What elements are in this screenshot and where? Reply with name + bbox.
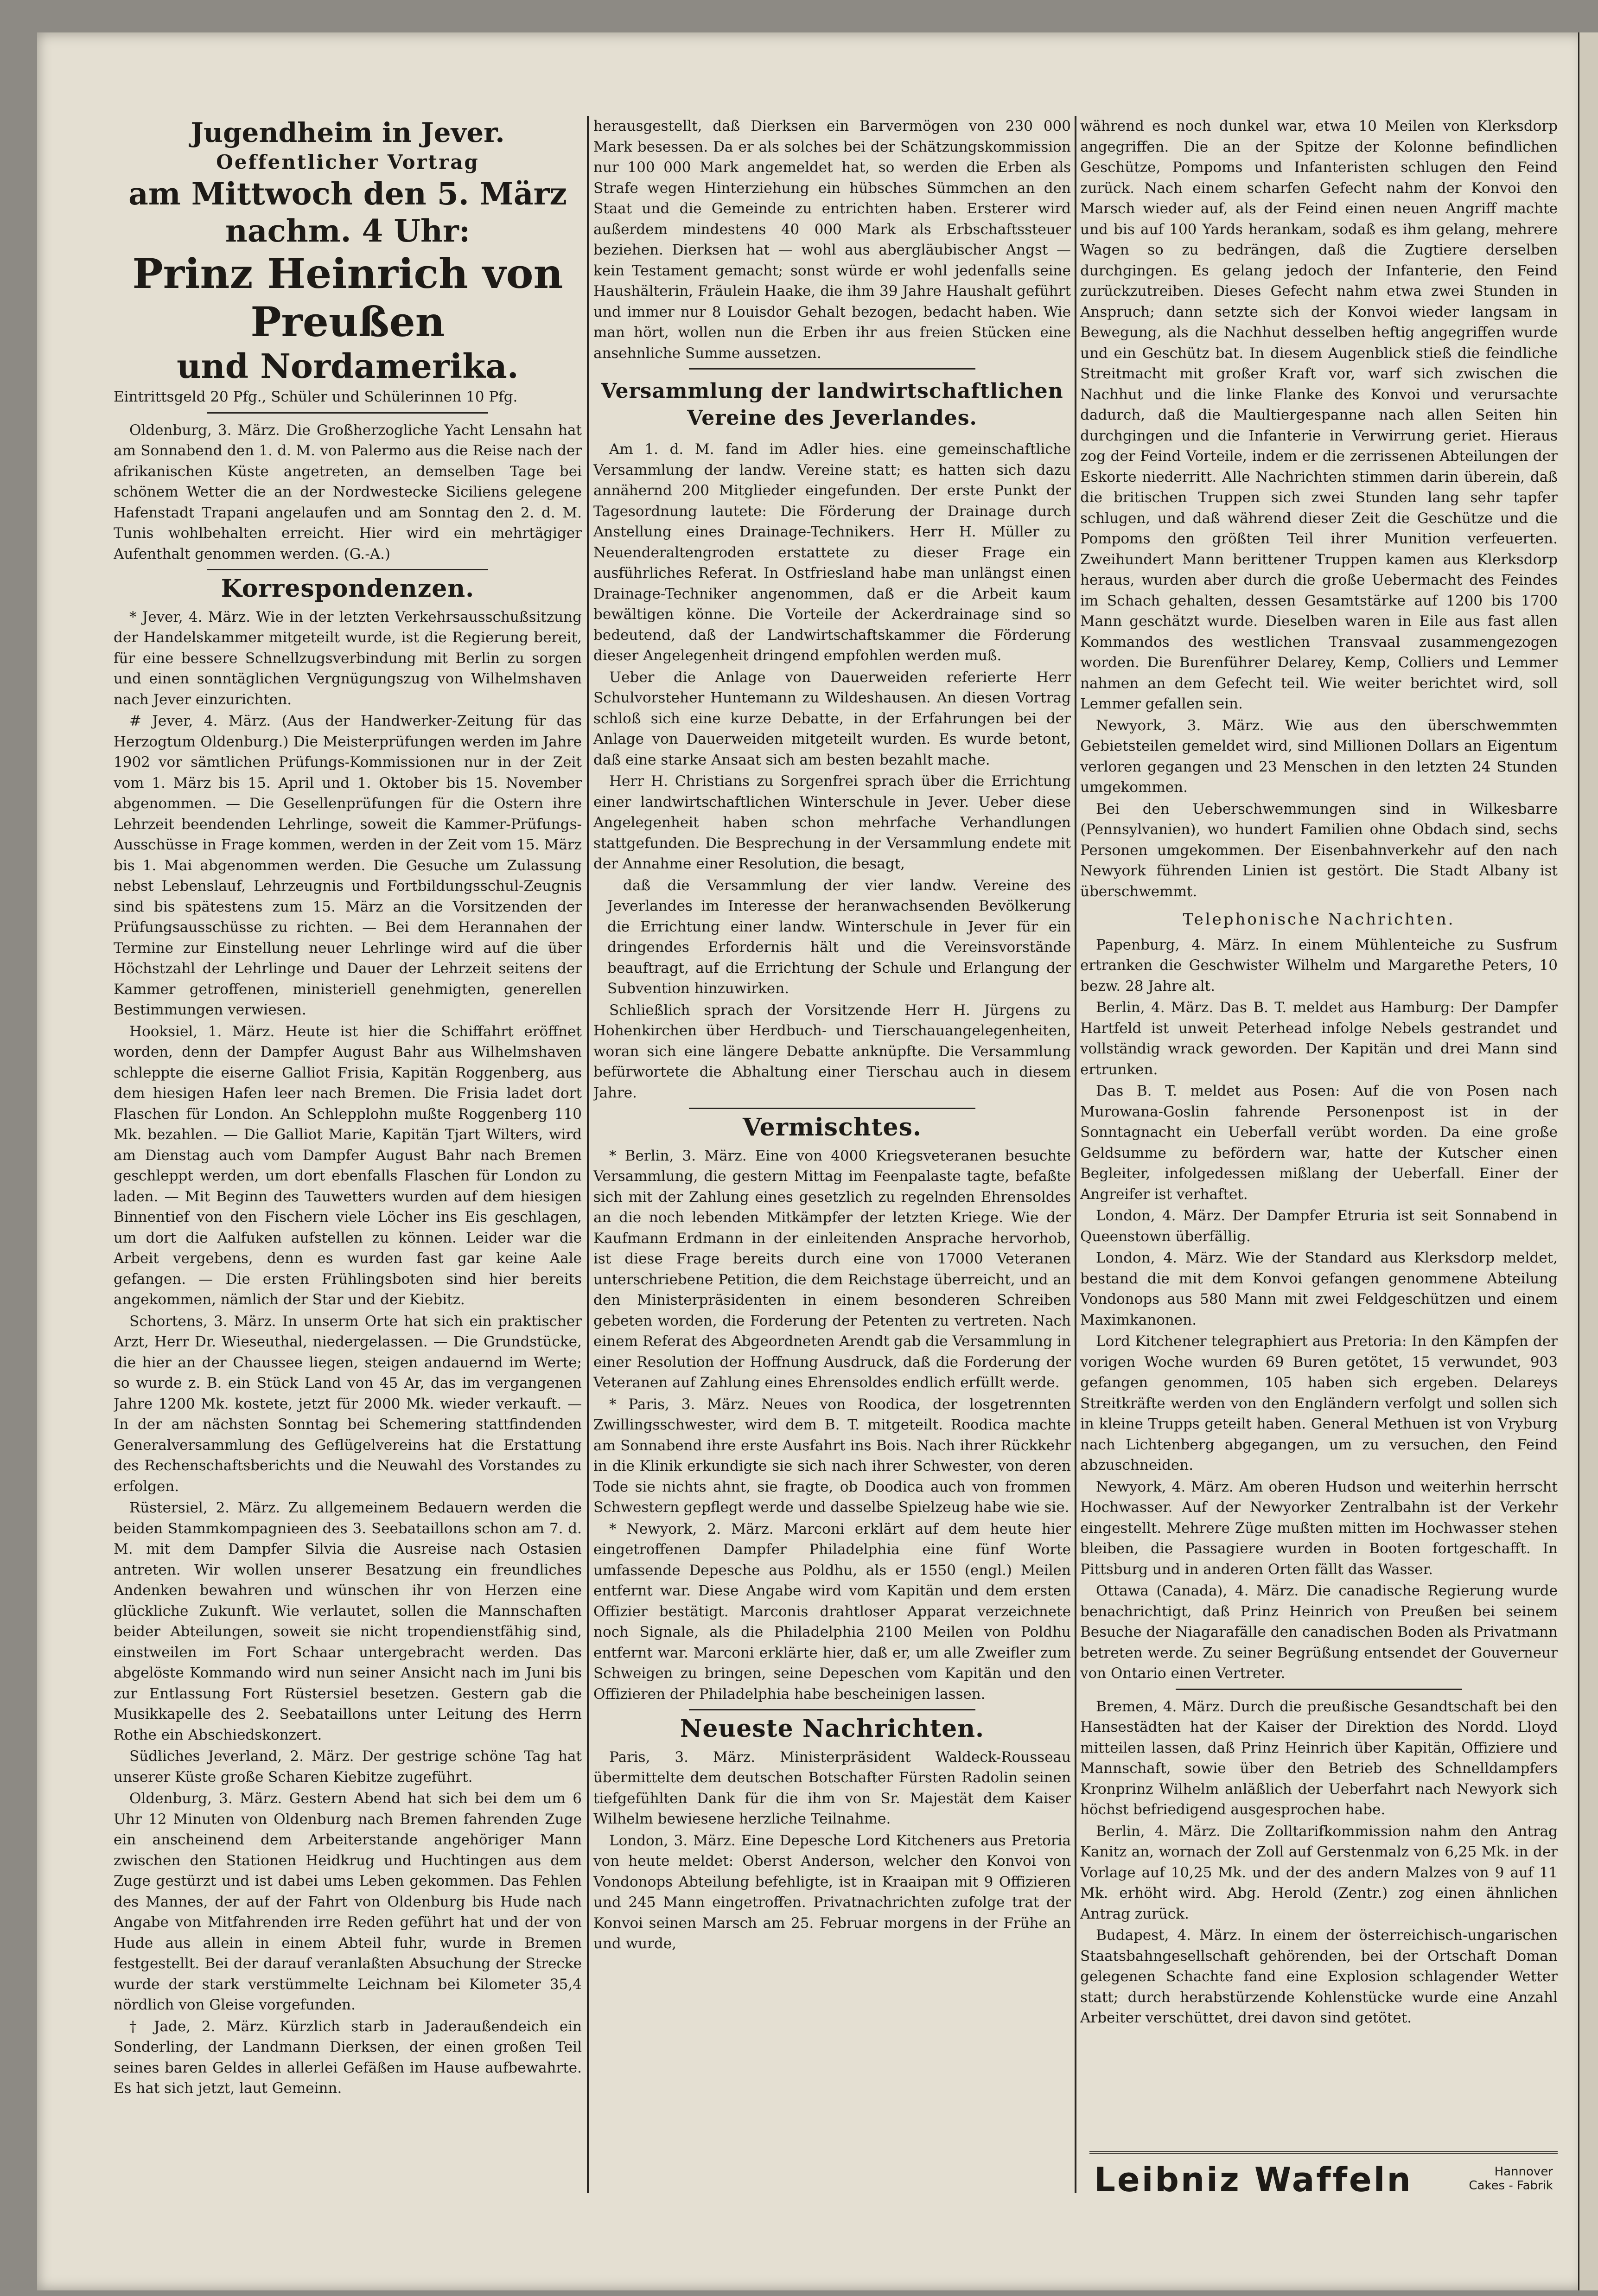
ad-company: [1469, 2165, 1553, 2193]
article-oldenburg-1: Oldenburg, 3. März. Die Großherzogliche Yacht Lensahn hat am Sonnabend den 1. d. M. von Palermo aus die Reise nach der afrikanischen Küste angetreten, an demselben Tage bei schönem Wetter die an der Nordwestecke Siciliens gelegene Hafenstadt Trapani angelaufen und am Sonntag den 2. d. M. Tunis wohlbehalten erreicht. Hier wird ein mehrtägiger Aufenthalt genommen werden. (G.-A.): [114, 421, 582, 562]
article-berlin-1: Berlin, 4. März. Das B. T. meldet aus Hamburg: Der Dampfer Hartfeld ist unweit Peterhead infolge Nebels gestrandet und vollständig wrack geworden. Der Kapitän und drei Mann sind ertrunken.: [1080, 999, 1558, 1078]
article-london: London, 3. März. Eine Depesche Lord Kitcheners aus Pretoria von heute meldet: Oberst Anderson, welcher den Konvoi von Vondonops Abteilung befehligte, ist in Kraaipan mit 9 Offizieren und 245 Mann eingetroffen. Privatnachrichten zufolge trat der Konvoi seinen Marsch am 25. Februar morgens in der Frühe an und wurde,: [593, 1832, 1071, 1952]
article-newyork: * Newyork, 2. März. Marconi erklärt auf dem heute hier eingetroffenen Dampfer Philadelphia eine fünf Worte umfassende Depesche aus Poldhu, als er 1550 (engl.) Meilen entfernt war. Diese Angabe wird vom Kapitän und dem ersten Offizier bestätigt. Marconis drahtloser Apparat verzeichnete noch Signale, als die Philadelphia 2100 Meilen von Poldhu entfernt war. Marconi erklärte hier, daß er, um alle Zweifler zum Schweigen zu bringen, seine Depeschen vom Kapitän und den Offizieren der Philadelphia habe bescheinigen lassen.: [593, 1520, 1071, 1703]
article-ottawa: Ottawa (Canada), 4. März. Die canadische Regierung wurde benachrichtigt, daß Prinz Heinrich von Preußen bei seinem Besuche der Niagarafälle den canadischen Boden als Privatmann betreten werde. Zu seiner Begrüßung entsendet der Gouverneur von Ontario einen Vertreter.: [1080, 1582, 1558, 1682]
article-suedliches-jeverland: Südliches Jeverland, 2. März. Der gestrige schöne Tag hat unserer Küste große Scharen Kiebitze zugeführt.: [114, 1748, 582, 1786]
article-newyork-3: Newyork, 4. März. Am oberen Hudson und weiterhin herrscht Hochwasser. Auf der Newyorker Zentralbahn ist der Verkehr eingestellt. Mehrere Züge mußten mitten im Hochwasser stehen bleiben, die Passagiere wurden in Booten fortgeschafft. In Pittsburg und in anderen Orten fällt das Wasser.: [1080, 1478, 1558, 1578]
article-london-3: London, 4. März. Wie der Standard aus Klerksdorp meldet, bestand die mit dem Konvoi gefangen genommene Abteilung Vondonops aus 580 Mann mit zwei Feldgeschützen und einem Maximkanonen.: [1080, 1250, 1558, 1328]
article-jever-1: * Jever, 4. März. Wie in der letzten Verkehrsausschußsitzung der Handelskammer mitgeteilt wurde, ist die Regierung bereit, für eine bessere Schnellzugsverbindung mit Berlin zu sorgen und einen sonntäglichen Vergnügungszug von Wilhelmshaven nach Jever einzurichten.: [114, 608, 582, 708]
article-paris: * Paris, 3. März. Neues von Roodica, der losgetrennten Zwillingsschwester, wird dem B. T. mitgeteilt. Roodica machte am Sonnabend ihre erste Ausfahrt ins Bois. Nach ihrer Rückkehr in die Klinik erkundigte sie sich nach ihrer Schwester, von deren Tode sie nichts ahnt, sie fragte, ob Doodica auch von frommen Schwestern gepflegt werde und dasselbe Spielzeug habe wie sie.: [593, 1396, 1071, 1516]
article-schortens: Schortens, 3. März. In unserm Orte hat sich ein praktischer Arzt, Herr Dr. Wieseuthal, niedergelassen. — Die Grundstücke, die hier an der Chaussee liegen, steigen andauernd im Werte; so wurde z. B. ein Stück Land von 45 Ar, das im vergangenen Jahre 1200 Mk. kostete, jetzt für 2000 Mk. wieder verkauft. — In der am nächsten Sonntag bei Schemering stattfindenden Generalversammlung des Geflügelvereins hat die Erstattung des Rechenschaftsberichts und die Neuwahl des Vorstandes zu erfolgen.: [114, 1313, 582, 1495]
ad-brand: Leibniz Waffeln: [1094, 2160, 1413, 2199]
ad-admission: Eintrittsgeld 20 Pfg., Schüler und Schülerinnen 10 Pfg.: [114, 389, 518, 405]
ad-city: Hannover: [1494, 2165, 1553, 2179]
ad-topic: Prinz Heinrich von Preußen: [132, 249, 563, 346]
section-heading-vermischtes: Vermischtes.: [742, 1113, 922, 1142]
divider: [207, 412, 488, 414]
article-versammlung-5: Schließlich sprach der Vorsitzende Herr H. Jürgens zu Hohenkirchen über Herdbuch- und Tierschauangelegenheiten, woran sich eine längere Debatte anknüpfte. Die Versammlung befürwortete die Abhaltung einer Tierschau auch in diesem Jahre.: [593, 1001, 1071, 1101]
ad-subtitle: Oeffentlicher Vortrag: [216, 151, 479, 173]
article-versammlung-3: Herr H. Christians zu Sorgenfrei sprach über die Errichtung einer landwirtschaftlichen Winterschule in Jever. Ueber diese Angelegenheit haben schon mehrfache Verhandlungen stattgefunden. Die Besprechung in der Versammlung endete mit der Annahme einer Resolution, die besagt,: [593, 773, 1071, 872]
ad-time: nachm. 4 Uhr:: [225, 213, 471, 249]
article-berlin-2: Das B. T. meldet aus Posen: Auf die von Posen nach Murowana-Goslin fahrende Personenpost ist in der Sonntagnacht ein Ueberfall verübt worden. Da eine große Geldsumme zu befördern war, hatte der Kutscher einen Begleiter, infolgedessen mißlang der Ueberfall. Einer der Angreifer ist verhaftet.: [1080, 1083, 1558, 1203]
divider: [689, 1709, 975, 1710]
article-london-continued: während es noch dunkel war, etwa 10 Meilen von Klerksdorp angegriffen. Die an der Spitze der Kolonne befindlichen Geschütze, Pompoms und Infanteristen schlugen den Feind zurück. Nach einem scharfen Gefecht nahm der Konvoi den Marsch wieder auf, als der Feind einen neuen Angriff machte und bis auf 100 Yards herankam, sodaß es ihm gelang, mehrere Wagen so zu bedrängen, daß die Zugtiere derselben durchgingen. Es gelang jedoch der Infanterie, den Feind zurückzutreiben. Dieses Gefecht nahm etwa zwei Stunden in Anspruch; dann setzte sich der Konvoi wieder langsam in Bewegung, als die Nachhut desselben heftig angegriffen wurde und ein Geschütz bat. In diesem Augenblick stieß die feindliche Streitmacht mit großer Kraft vor, warf sich zwischen die Nachhut und die linke Flanke des Konvoi und verursachte dadurch, daß die Maultiergespanne nach allen Seiten hin durchgingen und die Infanterie in Verwirrung geriet. Hieraus zog der Feind Vorteile, indem er die zerrissenen Abteilungen der Eskorte niederritt. Alle Nachrichten stimmen darin überein, daß die britischen Truppen sich zwei Stunden lang sehr tapfer schlugen, und daß während dieser Zeit die Geschütze und die Pompoms den größten Teil ihrer Munition verfeuerten. Zweihundert Mann berittener Truppen kamen aus Klerksdorp heraus, wurden aber durch die große Uebermacht des Feindes im Schach gehalten, dessen Gesamtstärke auf 1200 bis 1700 Mann geschätzt wurde. Dieselben waren in Eile aus fast allen Kommandos des westlichen Transvaal zusammengezogen worden. Die Burenführer Delarey, Kemp, Colliers und Lemmer nahmen an dem Gefecht teil. Wie weiter berichtet wird, soll Lemmer gefallen sein.: [1080, 118, 1558, 712]
divider: [207, 569, 488, 570]
article-jever-2: # Jever, 4. März. (Aus der Handwerker-Zeitung für das Herzogtum Oldenburg.) Die Meisterprüfungen werden im Jahre 1902 vor sämtlichen Prüfungs-Kommissionen nur in der Zeit vom 1. März bis 15. April und 1. Oktober bis 15. November abgenommen. — Die Gesellenprüfungen für die Ostern ihre Lehrzeit beendenden Lehrlinge, soweit die Kammer-Prüfungs-Ausschüsse in Frage kommen, werden in der Zeit vom 15. März bis 1. Mai abgenommen werden. Die Gesuche um Zulassung nebst Lebenslauf, Lehrzeugnis und Fortbildungsschul-Zeugnis sind bis spätestens zum 15. März an die Vorsitzenden der Prüfungsausschüsse zu richten. — Bei dem Herannahen der Termine zur Einstellung neuer Lehrlinge wird auf die über Höchstzahl der Lehrlinge und Dauer der Lehrzeit seitens der Kammer getroffenen, ministeriell genehmigten, generellen Bestimmungen verwiesen.: [114, 713, 582, 1018]
article-wilkesbarre: Bei den Ueberschwemmungen sind in Wilkesbarre (Pennsylvanien), wo hundert Familien ohne Obdach sind, sechs Personen umgekommen. Der Eisenbahnverkehr auf den nach Newyork führenden Linien ist gestört. Die Stadt Albany ist überschwemmt.: [1080, 800, 1558, 900]
divider: [689, 368, 975, 370]
column-1: [114, 116, 582, 2231]
column-2: [593, 116, 1071, 2231]
article-versammlung-resolution: daß die Versammlung der vier landw. Vereine des Jeverlandes im Interesse der heranwachsenden Bevölkerung die Errichtung einer landw. Winterschule in Jever für ein dringendes Erfordernis hält und die Vereinsvorstände beauftragt, auf die Errichtung der Schule und Erlangung der Subvention hinzuwirken.: [607, 877, 1071, 997]
article-versammlung-1: Am 1. d. M. fand im Adler hies. eine gemeinschaftliche Versammlung der landw. Vereine statt; es hatten sich dazu annähernd 200 Mitglieder eingefunden. Der erste Punkt der Tagesordnung lautete: Die Förderung der Drainage durch Anstellung eines Drainage-Technikers. Herr H. Müller zu Neuenderaltengroden erstattete zu dieser Frage ein ausführliches Referat. In Ostfriesland habe man unlängst einen Drainage-Techniker angenommen, daß er die Arbeit kaum bewältigen könne. Die Vorteile der Ackerdrainage sind so bedeutend, daß der Landwirtschaftskammer die Förderung dieser Angelegenheit dringend empfohlen werden muß.: [593, 441, 1071, 664]
column-rule-2: [1075, 116, 1076, 2193]
article-kitchener: Lord Kitchener telegraphiert aus Pretoria: In den Kämpfen der vorigen Woche wurden 69 Buren getötet, 15 verwundet, 903 gefangen genommen, 105 haben sich ergeben. Delareys Streitkräfte werden von den Engländern verfolgt und sollen sich in kleine Trupps geteilt haben. General Methuen ist von Vryburg nach Lichtenberg abgegangen, um zu versuchen, den Feind abzuschneiden.: [1080, 1333, 1558, 1473]
subheading-telephonische-nachrichten: Telephonische Nachrichten.: [1183, 910, 1455, 929]
column-rule-1: [587, 116, 589, 2193]
article-newyork-2: Newyork, 3. März. Wie aus den überschwemmten Gebietsteilen gemeldet wird, sind Millionen Dollars an Eigentum verloren gegangen und 23 Menschen in den letzten 24 Stunden umgekommen.: [1080, 717, 1558, 796]
adjacent-page-edge: [1578, 32, 1598, 2290]
section-heading-neueste-nachrichten: Neueste Nachrichten.: [680, 1715, 985, 1743]
ad-vortrag: [114, 116, 582, 408]
section-heading-versammlung: Versammlung der landwirtschaftlichen Vereine des Jeverlandes.: [601, 379, 1063, 430]
article-berlin: * Berlin, 3. März. Eine von 4000 Kriegsveteranen besuchte Versammlung, die gestern Mittag im Feenpalaste tagte, befaßte sich mit der Zahlung eines gesetzlich zu regelnden Ehrensoldes an die noch lebenden Mitkämpfer der letzten Kriege. Wie der Kaufmann Erdmann in der einleitenden Ansprache hervorhob, ist diese Frage bereits durch eine von 17000 Veteranen unterschriebene Petition, die dem Reichstage überreicht, und an den Ministerpräsidenten in einem besonderen Schreiben gebeten worden, die Forderung der Petenten zu vertreten. Nach einem Referat des Abgeordneten Arendt gab die Versammlung in einer Resolution der Hoffnung Ausdruck, daß die Forderung der Veteranen auf Zahlung eines Ehrensoldes endlich erfüllt werde.: [593, 1147, 1071, 1391]
article-ruestersiel: Rüstersiel, 2. März. Zu allgemeinem Bedauern werden die beiden Stammkompagnieen des 3. Seebataillons schon am 7. d. M. mit dem Dampfer Silvia die Ausreise nach Ostasien antreten. Wir wollen unserer Besatzung ein freundliches Andenken bewahren und wünschen ihr von Herzen eine glückliche Zukunft. Wie verlautet, sollen die Mannschaften beider Abteilungen, soweit sie nicht tropendienstfähig sind, einstweilen im Fort Schaar untergebracht werden. Das abgelöste Kommando wird nun seiner Ansicht nach im Juni bis zur Entlassung Fort Rüstersiel besetzen. Gestern gab die Musikkapelle des 2. Seebataillons unter Leitung des Herrn Rothe ein Abschiedskonzert.: [114, 1499, 582, 1743]
article-hooksiel: Hooksiel, 1. März. Heute ist hier die Schiffahrt eröffnet worden, denn der Dampfer August Bahr aus Wilhelmshaven schleppte die eiserne Galliot Frisia, Kapitän Roggenberg, aus dem hiesigen Hafen leer nach Bremen. Die Frisia ladet dort Flaschen für London. An Schlepplohn mußte Roggenberg 110 Mk. bezahlen. — Die Galliot Marie, Kapitän Tjart Wilters, wird am Dienstag auch vom Dampfer August Bahr nach Bremen geschleppt werden, um dort ebenfalls Flaschen für London zu laden. — Mit Beginn des Tauwetters wurden auf dem hiesigen Binnentief von den Fischern viele Löcher ins Eis geschlagen, um dort die Aalfuken aufstellen zu können. Leider war die Arbeit vergebens, denn es wurden fast gar keine Aale gefangen. — Die ersten Frühlingsboten sind hier bereits angekommen, nämlich der Star und der Kiebitz.: [114, 1023, 582, 1308]
article-jade-continued: herausgestellt, daß Dierksen ein Barvermögen von 230 000 Mark besessen. Da er als solches bei der Schätzungskommission nur 100 000 Mark angemeldet hat, so werden die Erben als Strafe wegen Hinterziehung ein hübsches Sümmchen an den Staat und die Gemeinde zu entrichten haben. Ersterer wird außerdem mindestens 40 000 Mark als Erbschaftssteuer beziehen. Dierksen hat — wohl aus abergläubischer Angst — kein Testament gemacht; sonst würde er wohl jedenfalls seine Haushälterin, Fräulein Haake, die ihm 39 Jahre Haushalt geführt und immer nur 8 Louisdor Gehalt bezogen, bedacht haben. Wie man hört, wollen nun die Erben ihr aus freien Stücken eine ansehnliche Summe aussetzen.: [593, 118, 1071, 362]
column-3: [1080, 116, 1558, 2231]
divider: [689, 1108, 975, 1109]
article-paris-2: Paris, 3. März. Ministerpräsident Waldeck-Rousseau übermittelte dem deutschen Botschafter Fürsten Radolin seinen tiefgefühlten Dank für die ihm von Sr. Majestät dem Kaiser Wilhelm bewiesene herzliche Teilnahme.: [593, 1748, 1071, 1827]
article-budapest: Budapest, 4. März. In einem der österreichisch-ungarischen Staatsbahngesellschaft gehörenden, bei der Ortschaft Doman gelegenen Schachte fand eine Explosion schlagender Wetter statt; durch herabstürzende Kohlenstücke wurde eine Anzahl Arbeiter verschüttet, drei davon sind getötet.: [1080, 1927, 1558, 2026]
article-bremen: Bremen, 4. März. Durch die preußische Gesandtschaft bei den Hansestädten hat der Kaiser der Direktion des Nordd. Lloyd mitteilen lassen, daß Prinz Heinrich über Kapitän, Offiziere und Mannschaft, sowie über den Betrieb des Schnelldampfers Kronprinz Wilhelm anläßlich der Ueberfahrt nach Newyork sich höchst befriedigend ausgesprochen habe.: [1080, 1698, 1558, 1818]
ad-topic-2: und Nordamerika.: [177, 346, 519, 386]
article-papenburg: Papenburg, 4. März. In einem Mühlenteiche zu Susfrum ertranken die Geschwister Wilhelm und Margarethe Peters, 10 bezw. 28 Jahre alt.: [1080, 936, 1558, 995]
article-london-2: London, 4. März. Der Dampfer Etruria ist seit Sonnabend in Queenstown überfällig.: [1080, 1207, 1558, 1245]
divider: [1176, 1689, 1462, 1690]
ad-title: Jugendheim in Jever.: [191, 117, 505, 148]
article-versammlung-2: Ueber die Anlage von Dauerweiden referierte Herr Schulvorsteher Huntemann zu Wildeshausen. An diesen Vortrag schloß sich eine kurze Debatte, in der Erfahrungen bei der Anlage von Dauerweiden mitgeteilt wurden. Es wurde betont, daß eine starke Ansaat sich am besten bezahlt mache.: [593, 669, 1071, 768]
article-jade: † Jade, 2. März. Kürzlich starb in Jaderaußendeich ein Sonderling, der Landmann Dierksen, der einen großen Teil seines baren Geldes in allerlei Gefäßen im Hause aufbewahrte. Es hat sich jetzt, laut Gemeinn.: [114, 2018, 582, 2097]
article-berlin-3: Berlin, 4. März. Die Zolltarifkommission nahm den Antrag Kanitz an, wornach der Zoll auf Gerstenmalz von 6,25 Mk. in der Vorlage auf 10,25 Mk. und der des andern Malzes von 9 auf 11 Mk. erhöht wird. Abg. Herold (Zentr.) zog einen ähnlichen Antrag zurück.: [1080, 1823, 1558, 1922]
article-oldenburg-2: Oldenburg, 3. März. Gestern Abend hat sich bei dem um 6 Uhr 12 Minuten von Oldenburg nach Bremen fahrenden Zuge ein anscheinend dem Arbeiterstande angehöriger Mann zwischen den Stationen Heidkrug und Huchtingen aus dem Zuge gestürzt und ist dabei ums Leben gekommen. Das Fehlen des Mannes, der auf der Fahrt von Oldenburg bis Hude nach Angabe von Mitfahrenden irre Reden geführt hat und der von Hude aus allein in einem Abteil fuhr, wurde in Bremen festgestellt. Bei der darauf veranlaßten Absuchung der Strecke wurde der stark verstümmelte Leichnam bei Kilometer 35,4 nördlich von Gleise vorgefunden.: [114, 1790, 582, 2013]
ad-sub: Cakes - Fabrik: [1469, 2179, 1553, 2193]
ad-date: am Mittwoch den 5. März: [128, 176, 567, 212]
ad-leibniz: [1089, 2151, 1558, 2205]
section-heading-korrespondenzen: Korrespondenzen.: [221, 574, 475, 603]
